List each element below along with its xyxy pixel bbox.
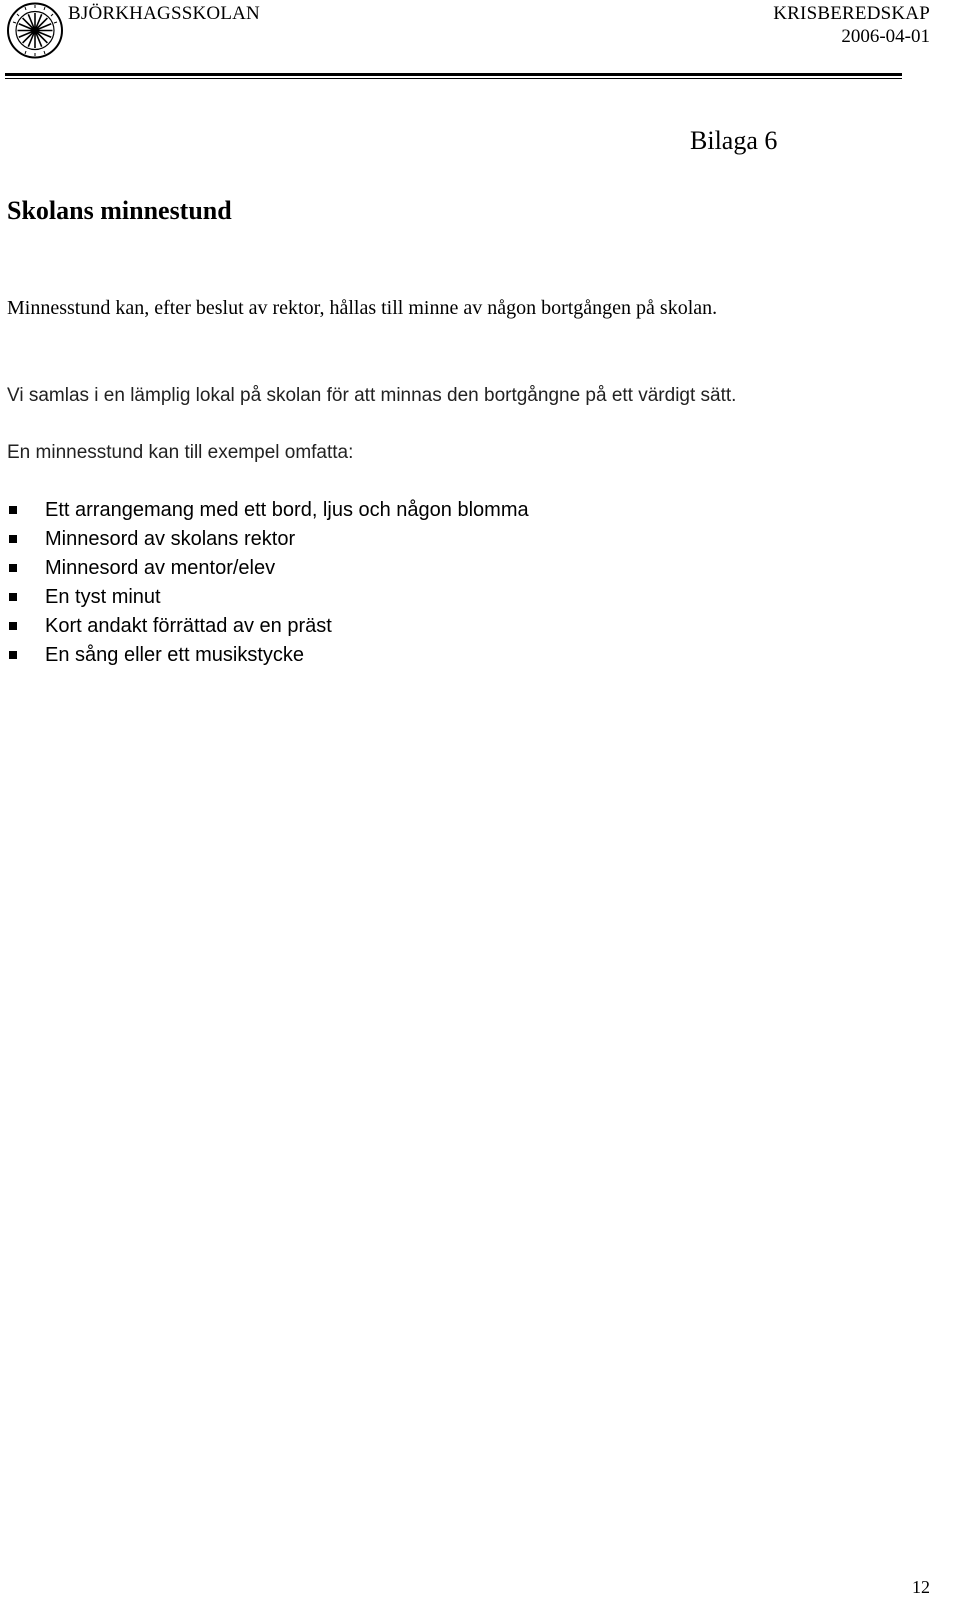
list-item-text: Ett arrangemang med ett bord, ljus och någon blomma <box>45 499 529 521</box>
list-item-text: En tyst minut <box>45 586 161 608</box>
paragraph-contents-intro: En minnesstund kan till exempel omfatta: <box>7 442 354 463</box>
appendix-label: Bilaga 6 <box>690 126 778 155</box>
list-item-text: Kort andakt förrättad av en präst <box>45 615 332 637</box>
school-logo-icon <box>5 2 65 59</box>
square-bullet-icon <box>9 651 17 659</box>
list-item-text: Minnesord av skolans rektor <box>45 528 296 550</box>
paragraph-intro: Minnesstund kan, efter beslut av rektor, hållas till minne av någon bortgången på skolan. <box>7 297 718 319</box>
document-title: KRISBEREDSKAP <box>773 3 930 24</box>
list-item-text: En sång eller ett musikstycke <box>45 644 304 666</box>
page-title: Skolans minnestund <box>7 196 232 225</box>
header-rule-thin <box>5 78 902 79</box>
square-bullet-icon <box>9 622 17 630</box>
page-header <box>0 0 960 80</box>
square-bullet-icon <box>9 593 17 601</box>
paragraph-gathering: Vi samlas i en lämplig lokal på skolan för att minnas den bortgångne på ett värdigt sätt. <box>7 385 737 406</box>
header-rule <box>5 73 902 76</box>
document-date: 2006-04-01 <box>841 26 930 47</box>
square-bullet-icon <box>9 564 17 572</box>
square-bullet-icon <box>9 535 17 543</box>
page-number: 12 <box>912 1577 930 1597</box>
school-name: BJÖRKHAGSSKOLAN <box>68 3 260 24</box>
list-item-text: Minnesord av mentor/elev <box>45 557 276 579</box>
square-bullet-icon <box>9 506 17 514</box>
